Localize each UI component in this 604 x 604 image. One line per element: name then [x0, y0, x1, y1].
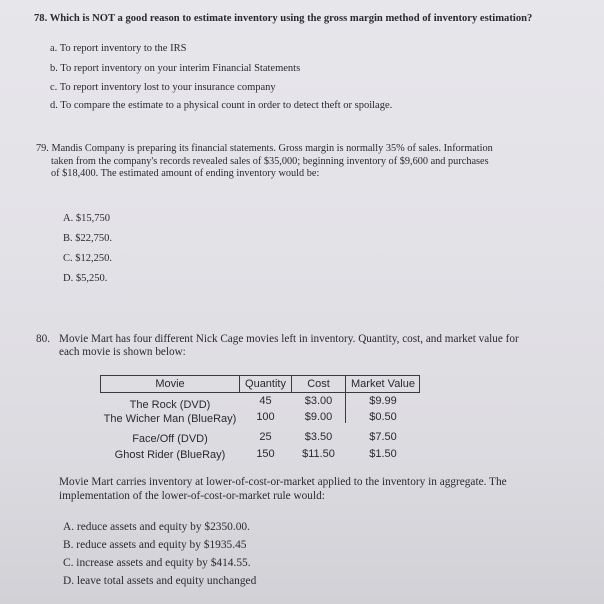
- inventory-table: [96, 375, 420, 465]
- table-header-border: [100, 392, 420, 393]
- table-top-border: [100, 375, 420, 376]
- q80-number: 80.: [36, 333, 50, 345]
- q80-option-d: D. leave total assets and equity unchanged: [63, 575, 257, 587]
- table-cell: $0.50: [369, 411, 397, 423]
- header-market-value: Market Value: [351, 378, 415, 390]
- q80-option-b: B. reduce assets and equity by $1935.45: [63, 539, 247, 551]
- table-cell: 150: [256, 448, 275, 460]
- q80-option-a: A. reduce assets and equity by $2350.00.: [63, 521, 250, 533]
- table-cell: Ghost Rider (BlueRay): [114, 449, 226, 461]
- q80-option-c: C. increase assets and equity by $414.55.: [63, 557, 251, 569]
- header-cost: Cost: [307, 378, 330, 390]
- q78-option-a: a. To report inventory to the IRS: [50, 43, 187, 54]
- q79-option-d: D. $5,250.: [63, 273, 108, 284]
- table-cell: $7.50: [369, 431, 397, 443]
- q80-line-2: each movie is shown below:: [59, 346, 186, 358]
- table-cell: $3.50: [304, 431, 333, 443]
- q79-line-3: of $18,400. The estimated amount of ending inventory would be:: [51, 168, 320, 179]
- q79-option-a: A. $15,750: [63, 213, 110, 224]
- table-cell: $9.99: [369, 395, 397, 407]
- q78-option-b: b. To report inventory on your interim Financial Statements: [50, 63, 301, 74]
- q80-line-1: Movie Mart has four different Nick Cage movies left in inventory. Quantity, cost, and market value for: [59, 333, 519, 345]
- table-cell: $3.00: [304, 395, 333, 407]
- table-cell: The Wicher Man (BlueRay): [103, 413, 237, 425]
- q80-after-line-2: implementation of the lower-of-cost-or-market rule would:: [59, 490, 325, 502]
- q79-option-c: C. $12,250.: [63, 253, 113, 264]
- q79-line-1: 79. Mandis Company is preparing its financial statements. Gross margin is normally 35% of sales. Information: [36, 143, 493, 154]
- q80-after-line-1: Movie Mart carries inventory at lower-of-cost-or-market applied to the inventory in aggregate. The: [59, 476, 507, 488]
- table-cell: $1.50: [369, 448, 397, 460]
- header-quantity: Quantity: [245, 378, 286, 390]
- table-cell: 45: [259, 395, 272, 407]
- q78-option-d: d. To compare the estimate to a physical count in order to detect theft or spoilage.: [50, 100, 393, 111]
- table-cell: $11.50: [302, 448, 335, 460]
- q78-question: 78. Which is NOT a good reason to estimate inventory using the gross margin method of inventory estimation?: [34, 13, 533, 24]
- table-cell: 25: [259, 431, 272, 443]
- q79-line-2: taken from the company's records revealed sales of $35,000; beginning inventory of $9,600 and purchases: [51, 156, 489, 167]
- table-cell: The Rock (DVD): [129, 399, 211, 411]
- q78-option-c: c. To report inventory lost to your insurance company: [50, 82, 276, 93]
- table-cell: 100: [256, 411, 275, 423]
- table-cell: $9.00: [304, 411, 333, 423]
- q79-option-b: B. $22,750.: [63, 233, 113, 244]
- header-movie: Movie: [155, 378, 185, 390]
- table-cell: Face/Off (DVD): [132, 433, 208, 445]
